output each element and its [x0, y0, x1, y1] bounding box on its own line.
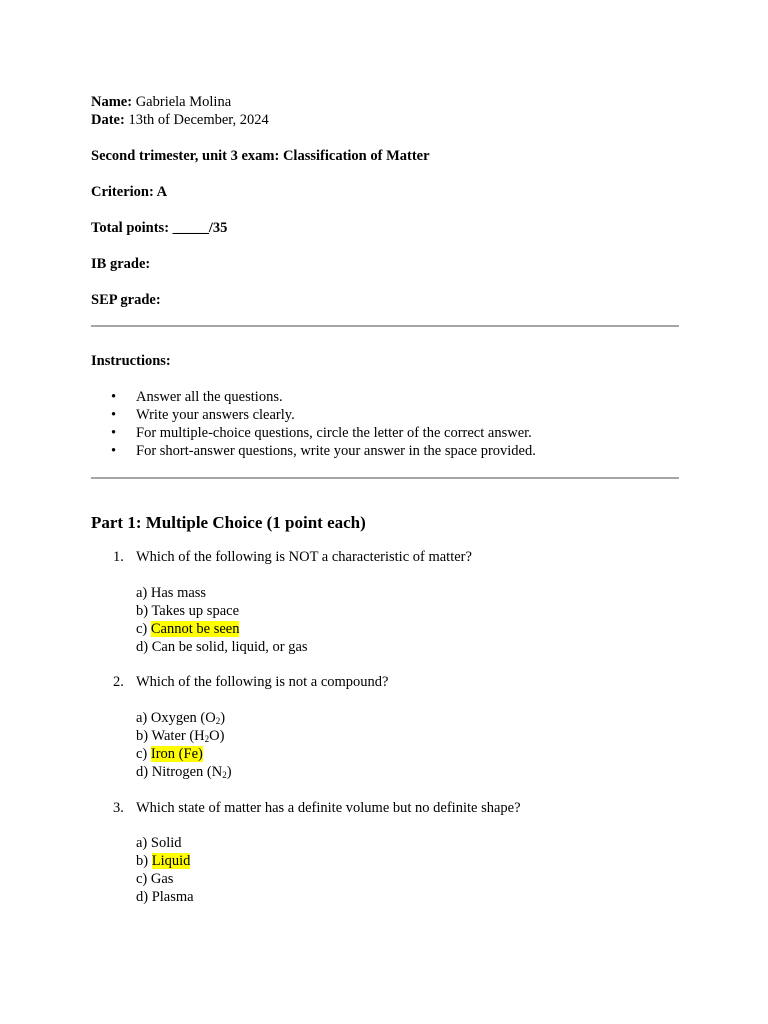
- question-2: [91, 673, 679, 691]
- question-number: 2.: [113, 674, 124, 690]
- instructions-heading: Instructions:: [91, 353, 171, 369]
- question-number: 1.: [113, 549, 124, 565]
- student-name: Gabriela Molina: [135, 94, 232, 110]
- list-item: • For short-answer questions, write your answer in the space provided.: [111, 443, 536, 459]
- option-c: c) Gas: [136, 871, 174, 887]
- sep-grade: SEP grade:: [91, 292, 161, 308]
- date-label: Date:: [91, 112, 125, 128]
- option-c: c) Iron (Fe): [136, 746, 203, 762]
- bullet-icon: •: [111, 407, 117, 423]
- list-item: • Answer all the questions.: [111, 389, 283, 405]
- option-a: a) Oxygen $(O_2)$: [136, 710, 226, 726]
- question-1: [91, 548, 679, 566]
- exam-date: 13th of December, 2024: [128, 112, 269, 128]
- question-text: Which state of matter has a definite volume but no definite shape?: [136, 800, 521, 816]
- option-d: d) Can be solid, liquid, or gas: [136, 639, 308, 655]
- total-points: Total points: _____/35: [91, 220, 228, 236]
- option-a: a) Has mass: [136, 585, 207, 601]
- criterion: Criterion: A: [91, 184, 168, 200]
- option-b: b) Water $(H_2O)$: [136, 728, 225, 744]
- option-d: d) Plasma: [136, 889, 194, 905]
- question-text: Which of the following is not a compound?: [136, 674, 389, 690]
- date-line: [91, 111, 679, 129]
- option-d: d) Nitrogen $(N_2)$: [136, 764, 232, 780]
- list-item: • Write your answers clearly.: [111, 407, 295, 423]
- highlighted-answer: Cannot be seen: [150, 621, 240, 637]
- highlighted-answer: Liquid: [151, 853, 191, 869]
- exam-page: [91, 93, 679, 906]
- divider: [91, 325, 679, 327]
- divider: [91, 477, 679, 479]
- question-text: Which of the following is NOT a characteristic of matter?: [136, 549, 472, 565]
- ib-grade: IB grade:: [91, 256, 151, 272]
- option-c: c) Cannot be seen: [136, 621, 240, 637]
- instructions-list: [91, 388, 679, 460]
- option-b: b) Liquid: [136, 853, 191, 869]
- question-3: [91, 799, 679, 817]
- question-number: 3.: [113, 800, 124, 816]
- option-b: b) Takes up space: [136, 603, 240, 619]
- highlighted-answer: Iron (Fe): [150, 746, 203, 762]
- exam-title: Second trimester, unit 3 exam: Classification of Matter: [91, 148, 430, 164]
- bullet-icon: •: [111, 443, 117, 459]
- bullet-icon: •: [111, 425, 117, 441]
- option-a: a) Solid: [136, 835, 182, 851]
- list-item: • For multiple-choice questions, circle the letter of the correct answer.: [111, 425, 532, 441]
- bullet-icon: •: [111, 389, 117, 405]
- name-label: Name:: [91, 94, 133, 110]
- name-line: [91, 93, 679, 111]
- part1-title: Part 1: Multiple Choice (1 point each): [91, 513, 366, 532]
